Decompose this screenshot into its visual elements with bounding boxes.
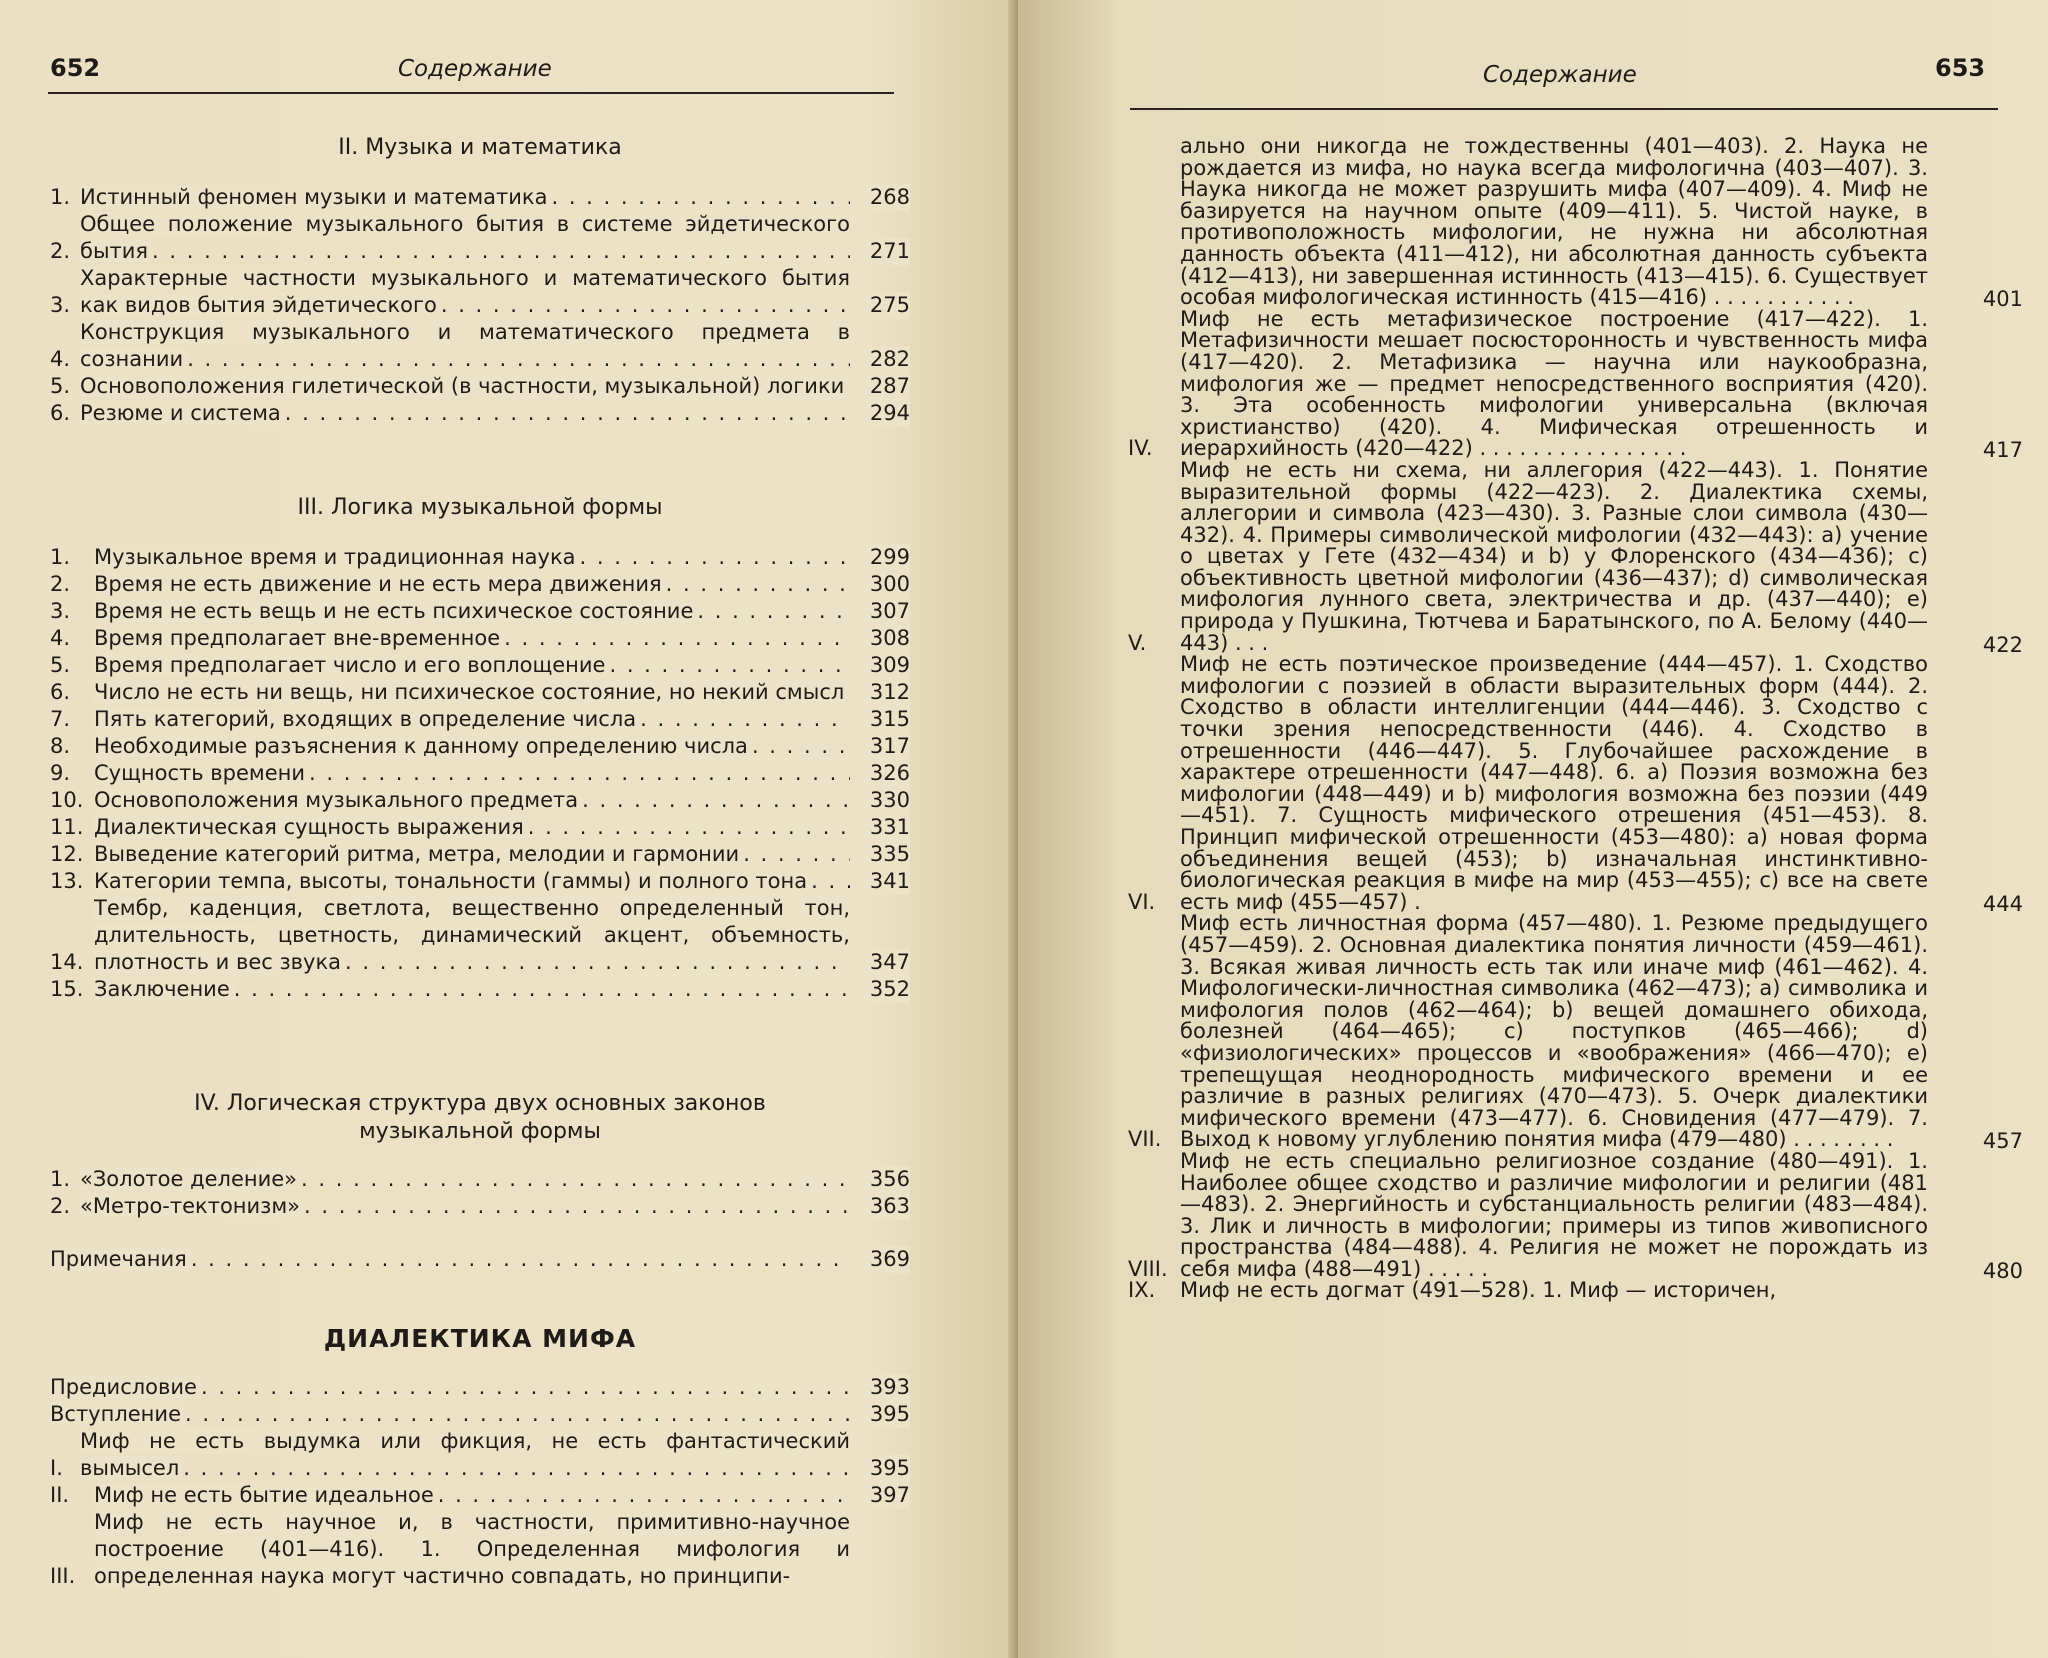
- header-rule-right: [1130, 108, 1998, 110]
- toc-entry: I. Миф не есть выдумка или фикция, не есть фантастический вымысел . . . 395: [50, 1428, 910, 1482]
- toc-entry: 3. Время не есть вещь и не есть психическое состояние . . . 307: [50, 598, 910, 625]
- toc-entry: 4. Время предполагает вне-временное . . . 308: [50, 625, 910, 652]
- toc-entry: 11. Диалектическая сущность выражения . . . 331: [50, 814, 910, 841]
- toc-entry: 4. Конструкция музыкального и математического предмета в сознании . . . 282: [50, 319, 910, 373]
- toc-entry: 2. «Метро-тектонизм» . . . 363: [50, 1193, 910, 1220]
- toc-entry: Примечания . . . 369: [50, 1246, 910, 1273]
- toc-section4: [50, 1166, 910, 1220]
- page-number-left: 652: [50, 54, 101, 82]
- toc-entry: 8. Необходимые разъяснения к данному определению числа . . . 317: [50, 733, 910, 760]
- toc-entry: VIII. Миф не есть специально религиозное создание (480—491). 1. Наиболее общее сходство и различие мифологии и религии (481—483). 2. Энергийность и субстанциальность религии (483—484). 3. Лик и личность в мифологии; примеры из типов живописного пространства (484—488). 4. Религия не может не порождать из себя мифа (488—491) . . . . . 480: [1128, 1148, 2023, 1283]
- toc-entry: 12. Выведение категорий ритма, метра, мелодии и гармонии . . . 335: [50, 841, 910, 868]
- toc-entry: 5. Основоположения гилетической (в частности, музыкальной) логики . . . 287: [50, 373, 910, 400]
- toc-section2: [50, 184, 910, 427]
- toc-entry: 14. Тембр, каденция, светлота, вещественно определенный тон, длительность, цветность, динамический акцент, объемность, плотность и вес звука . . . 347: [50, 895, 910, 976]
- toc-entry: 6. Резюме и система . . . 294: [50, 400, 910, 427]
- toc-entry: 13. Категории темпа, высоты, тональности (гаммы) и полного тона . . . 341: [50, 868, 910, 895]
- toc-entry: V. Миф не есть ни схема, ни аллегория (422—443). 1. Понятие выразительной формы (422—423). 2. Диалектика схемы, аллегории и символа (423—430). 3. Разные слои символа (430—432). 4. Примеры символической мифологии (432—443): a) учение о цветах у Гете (432—434) и b) у Флоренского (434—436); c) объективность цветной мифологии (436—437); d) символическая мифология лунного света, электричества и др. (437—440); e) природа у Пушкина, Тютчева и Баратынского, по А. Белому (440—443) . . . 422: [1128, 457, 2023, 657]
- running-head-left: Содержание: [398, 56, 552, 82]
- toc-entry: 1. Музыкальное время и традиционная наука . . . 299: [50, 544, 910, 571]
- toc-entry: IV. Миф не есть метафизическое построение (417—422). 1. Метафизичности мешает посюсторонность и чувственность мифа (417—420). 2. Метафизика — научна или наукообразна, мифология же — предмет непосредственного восприятия (420). 3. Эта особенность мифологии универсальна (включая христианство) (420). 4. Мифическая отрешенность и иерархийность (420—422) . . . . . . . . . . . . . . . . 417: [1128, 306, 2023, 463]
- toc-entry: Предисловие . . . 393: [50, 1374, 910, 1401]
- section-title-line: музыкальной формы: [359, 1119, 601, 1144]
- toc-entry: 1. «Золотое деление» . . . 356: [50, 1166, 910, 1193]
- left-page: [0, 0, 1018, 1658]
- toc-entry: II. Миф не есть бытие идеальное . . . 397: [50, 1482, 910, 1509]
- toc-entry: 10. Основоположения музыкального предмета . . . 330: [50, 787, 910, 814]
- toc-entry: 1. Истинный феномен музыки и математика . . . 268: [50, 184, 910, 211]
- header-rule-left: [48, 92, 894, 94]
- toc-entry: IX. Миф не есть догмат (491—528). 1. Миф — историчен,: [1128, 1278, 1777, 1303]
- toc-notes: [50, 1246, 910, 1273]
- toc-entry: ально они никогда не тождественны (401—403). 2. Наука не рождается из мифа, но наука всегда мифологична (403—407). 3. Наука никогда не может разрушить мифа (407—409). 4. Миф не базируется на научном опыте (409—411). 5. Чистой науке, в противоположность мифологии, не нужна ни абсолютная данность объекта (411—412), ни абсолютная данность субъекта (412—413), ни завершенная истинность (413—415). 6. Существует особая мифологическая истинность (415—416) . . . . . . . . . . . 401: [1180, 134, 2023, 312]
- running-head-right: Содержание: [1483, 62, 1637, 88]
- toc-entry: VII. Миф есть личностная форма (457—480). 1. Резюме предыдущего (457—459). 2. Основная диалектика понятия личности (459—461). 3. Всякая живая личность есть так или иначе миф (461—462). 4. Мифологически-личностная символика (462—473); a) символика и мифология полов (462—464); b) вещей домашнего обихода, болезней (464—465); c) поступков (465—466); d) «физиологических» процессов и «воображения» (466—470); e) трепещущая неоднородность мифического времени и ее различие в разных религиях (470—473). 5. Очерк диалектики мифического времени (473—477). 6. Сновидения (477—479). 7. Выход к новому углублению понятия мифа (479—480) . . . . . . . . 457: [1128, 911, 2023, 1154]
- toc-entry: III. Миф не есть научное и, в частности, примитивно-научное построение (401—416). 1. Определенная мифология и определенная наука могут частично совпадать, но принципи-: [50, 1510, 850, 1588]
- section-title-line: IV. Логическая структура двух основных законов: [194, 1091, 766, 1116]
- toc-entry: VI. Миф не есть поэтическое произведение (444—457). 1. Сходство мифологии с поэзией в области выразительных форм (444). 2. Сходство в области интеллигенции (444—446). 3. Сходство с точки зрения непосредственности (446). 4. Сходство в отрешенности (446—447). 5. Глубочайшее расхождение в характере отрешенности (447—448). 6. a) Поэзия возможна без мифологии (448—449) и b) мифология возможна без поэзии (449—451). 7. Сущность мифического отрешения (451—453). 8. Принцип мифической отрешенности (453—480): a) новая форма объединения вещей (453); b) изначальная инстинктивно-биологическая реакция в мифе на мир (453—455); c) все на свете есть миф (455—457) . 444: [1128, 652, 2023, 916]
- toc-entry: 9. Сущность времени . . . 326: [50, 760, 910, 787]
- section-title-two-laws: [0, 1090, 960, 1146]
- toc-section3: [50, 544, 910, 1003]
- section-title-music-math: II. Музыка и математика: [338, 135, 622, 160]
- toc-right-page: [1128, 134, 2023, 1303]
- toc-entry: 3. Характерные частности музыкального и математического бытия как видов бытия эйдетического . . . 275: [50, 265, 910, 319]
- toc-entry: Вступление . . . 395: [50, 1401, 910, 1428]
- page-number-right: 653: [1935, 54, 1986, 82]
- toc-dialectics: [50, 1374, 910, 1590]
- toc-entry: 5. Время предполагает число и его воплощение . . . 309: [50, 652, 910, 679]
- toc-entry: 2. Общее положение музыкального бытия в системе эйдетического бытия . . . 271: [50, 211, 910, 265]
- section-title-music-form-logic: III. Логика музыкальной формы: [297, 495, 663, 520]
- toc-entry: 15. Заключение . . . 352: [50, 976, 910, 1003]
- toc-entry: 6. Число не есть ни вещь, ни психическое состояние, но некий смысл . . . 312: [50, 679, 910, 706]
- toc-entry: 2. Время не есть движение и не есть мера движения . . . 300: [50, 571, 910, 598]
- book-title-dialectics-of-myth: ДИАЛЕКТИКА МИФА: [323, 1324, 637, 1353]
- toc-entry: 7. Пять категорий, входящих в определение числа . . . 315: [50, 706, 910, 733]
